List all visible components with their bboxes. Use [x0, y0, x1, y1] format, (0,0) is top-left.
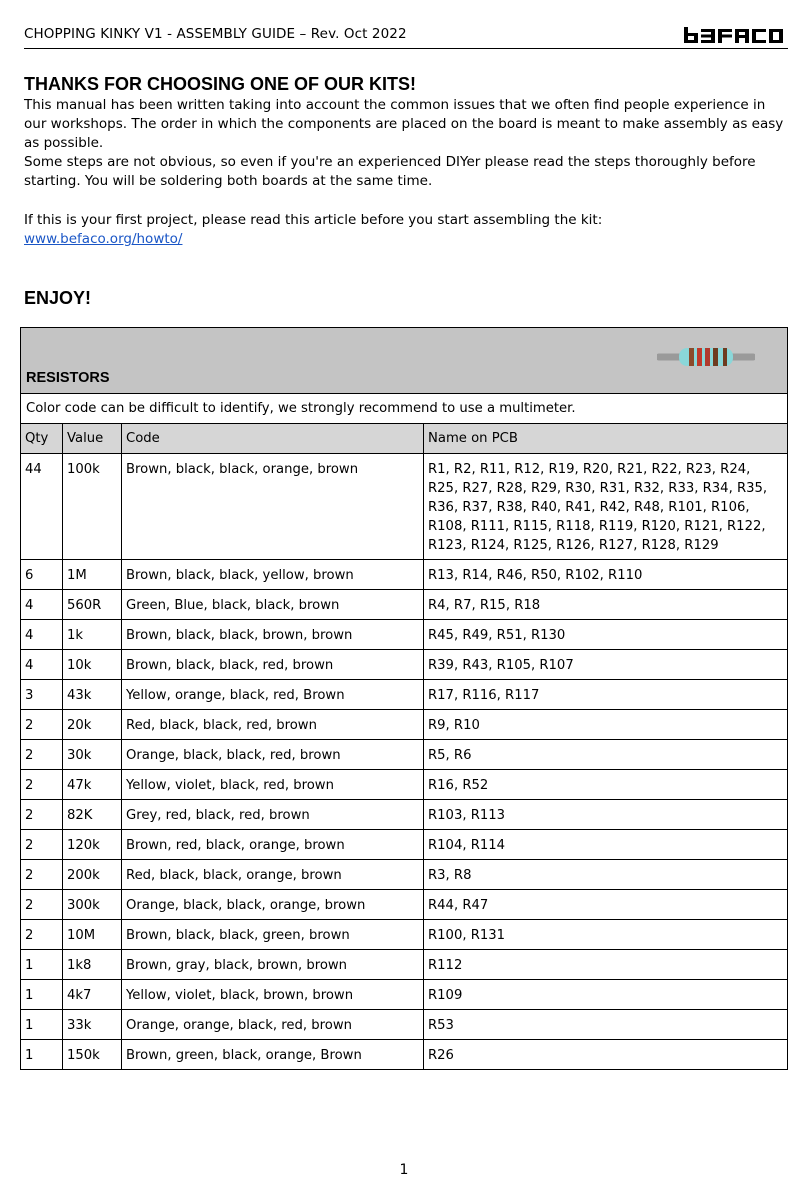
- table-row: [21, 770, 788, 800]
- code-cell: Brown, green, black, orange, Brown: [122, 1040, 424, 1070]
- column-header-code: Code: [122, 424, 424, 454]
- name-on-pcb-cell: R5, R6: [424, 740, 788, 770]
- table-row: [21, 860, 788, 890]
- table-header-row: [21, 424, 788, 454]
- name-on-pcb-cell: R104, R114: [424, 830, 788, 860]
- qty-cell: 4: [21, 620, 63, 650]
- value-cell: 4k7: [63, 980, 122, 1010]
- qty-cell: 1: [21, 950, 63, 980]
- name-on-pcb-cell: R26: [424, 1040, 788, 1070]
- value-cell: 1M: [63, 560, 122, 590]
- name-on-pcb-cell: R112: [424, 950, 788, 980]
- code-cell: Grey, red, black, red, brown: [122, 800, 424, 830]
- value-cell: 200k: [63, 860, 122, 890]
- table-row: [21, 950, 788, 980]
- table-row: [21, 920, 788, 950]
- value-cell: 100k: [63, 454, 122, 560]
- qty-cell: 3: [21, 680, 63, 710]
- resistors-note-row: [21, 394, 788, 424]
- value-cell: 300k: [63, 890, 122, 920]
- code-cell: Yellow, violet, black, red, brown: [122, 770, 424, 800]
- name-on-pcb-cell: R17, R116, R117: [424, 680, 788, 710]
- value-cell: 82K: [63, 800, 122, 830]
- qty-cell: 4: [21, 590, 63, 620]
- resistors-section-header: [21, 328, 788, 394]
- intro-paragraph-1: This manual has been written taking into account the common issues that we often find people experience in our workshops. The order in which the components are placed on the board is meant to make assembly as easy as possible.: [24, 97, 784, 151]
- code-cell: Yellow, violet, black, brown, brown: [122, 980, 424, 1010]
- qty-cell: 2: [21, 740, 63, 770]
- code-cell: Brown, gray, black, brown, brown: [122, 950, 424, 980]
- column-header-value: Value: [63, 424, 122, 454]
- page-number: 1: [399, 1162, 409, 1178]
- befaco-logo: [684, 25, 786, 45]
- code-cell: Green, Blue, black, black, brown: [122, 590, 424, 620]
- qty-cell: 2: [21, 860, 63, 890]
- table-row: [21, 980, 788, 1010]
- intro-heading: THANKS FOR CHOOSING ONE OF OUR KITS!: [24, 74, 417, 94]
- name-on-pcb-cell: R4, R7, R15, R18: [424, 590, 788, 620]
- value-cell: 33k: [63, 1010, 122, 1040]
- qty-cell: 2: [21, 770, 63, 800]
- code-cell: Brown, black, black, orange, brown: [122, 454, 424, 560]
- resistor-icon: [657, 345, 755, 369]
- name-on-pcb-cell: R100, R131: [424, 920, 788, 950]
- qty-cell: 6: [21, 560, 63, 590]
- name-on-pcb-cell: R109: [424, 980, 788, 1010]
- table-row: [21, 1010, 788, 1040]
- value-cell: 150k: [63, 1040, 122, 1070]
- name-on-pcb-cell: R44, R47: [424, 890, 788, 920]
- table-row: [21, 680, 788, 710]
- enjoy-heading: ENJOY!: [24, 288, 92, 308]
- value-cell: 1k: [63, 620, 122, 650]
- code-cell: Yellow, orange, black, red, Brown: [122, 680, 424, 710]
- value-cell: 10M: [63, 920, 122, 950]
- code-cell: Brown, red, black, orange, brown: [122, 830, 424, 860]
- code-cell: Brown, black, black, brown, brown: [122, 620, 424, 650]
- name-on-pcb-cell: R3, R8: [424, 860, 788, 890]
- qty-cell: 44: [21, 454, 63, 560]
- name-on-pcb-cell: R103, R113: [424, 800, 788, 830]
- intro-paragraph-2: Some steps are not obvious, so even if you're an experienced DIYer please read the steps thoroughly before starting. You will be soldering both boards at the same time.: [24, 154, 756, 189]
- name-on-pcb-cell: R39, R43, R105, R107: [424, 650, 788, 680]
- resistors-note: Color code can be difficult to identify, we strongly recommend to use a multimeter.: [21, 394, 788, 424]
- value-cell: 1k8: [63, 950, 122, 980]
- code-cell: Brown, black, black, yellow, brown: [122, 560, 424, 590]
- code-cell: Red, black, black, red, brown: [122, 710, 424, 740]
- value-cell: 10k: [63, 650, 122, 680]
- resistors-table-container: [20, 327, 788, 1070]
- document-title: CHOPPING KINKY V1 - ASSEMBLY GUIDE – Rev. Oct 2022: [24, 26, 407, 42]
- value-cell: 47k: [63, 770, 122, 800]
- table-row: [21, 800, 788, 830]
- page-header: [24, 24, 788, 49]
- code-cell: Red, black, black, orange, brown: [122, 860, 424, 890]
- table-row: [21, 650, 788, 680]
- table-row: [21, 710, 788, 740]
- table-row: [21, 560, 788, 590]
- code-cell: Orange, orange, black, red, brown: [122, 1010, 424, 1040]
- qty-cell: 2: [21, 890, 63, 920]
- table-row: [21, 830, 788, 860]
- name-on-pcb-cell: R9, R10: [424, 710, 788, 740]
- name-on-pcb-cell: R16, R52: [424, 770, 788, 800]
- qty-cell: 2: [21, 920, 63, 950]
- intro-paragraph-3-text: If this is your first project, please read this article before you start assembling the kit:: [24, 212, 603, 228]
- qty-cell: 1: [21, 1040, 63, 1070]
- value-cell: 20k: [63, 710, 122, 740]
- table-row: [21, 890, 788, 920]
- qty-cell: 2: [21, 800, 63, 830]
- code-cell: Brown, black, black, green, brown: [122, 920, 424, 950]
- name-on-pcb-cell: R53: [424, 1010, 788, 1040]
- intro-paragraph-3: [24, 211, 788, 249]
- code-cell: Orange, black, black, orange, brown: [122, 890, 424, 920]
- table-row: [21, 590, 788, 620]
- value-cell: 43k: [63, 680, 122, 710]
- column-header-qty: Qty: [21, 424, 63, 454]
- qty-cell: 1: [21, 1010, 63, 1040]
- table-row: [21, 620, 788, 650]
- code-cell: Orange, black, black, red, brown: [122, 740, 424, 770]
- qty-cell: 4: [21, 650, 63, 680]
- code-cell: Brown, black, black, red, brown: [122, 650, 424, 680]
- table-row: [21, 740, 788, 770]
- name-on-pcb-cell: R45, R49, R51, R130: [424, 620, 788, 650]
- value-cell: 30k: [63, 740, 122, 770]
- name-on-pcb-cell: R13, R14, R46, R50, R102, R110: [424, 560, 788, 590]
- resistors-table: [20, 327, 788, 1070]
- qty-cell: 2: [21, 710, 63, 740]
- column-header-name-on-pcb: Name on PCB: [424, 424, 788, 454]
- qty-cell: 2: [21, 830, 63, 860]
- value-cell: 560R: [63, 590, 122, 620]
- table-row: [21, 454, 788, 560]
- name-on-pcb-cell: R1, R2, R11, R12, R19, R20, R21, R22, R23, R24, R25, R27, R28, R29, R30, R31, R32, R33, R34, R35, R36, R37, R38, R40, R41, R42, R48, R101, R106, R108, R111, R115, R118, R119, R120, R121, R122, R123, R124, R125, R126, R127, R128, R129: [424, 454, 788, 560]
- howto-link[interactable]: www.befaco.org/howto/: [24, 231, 183, 247]
- table-row: [21, 1040, 788, 1070]
- resistors-section-title: RESISTORS: [26, 370, 110, 386]
- qty-cell: 1: [21, 980, 63, 1010]
- value-cell: 120k: [63, 830, 122, 860]
